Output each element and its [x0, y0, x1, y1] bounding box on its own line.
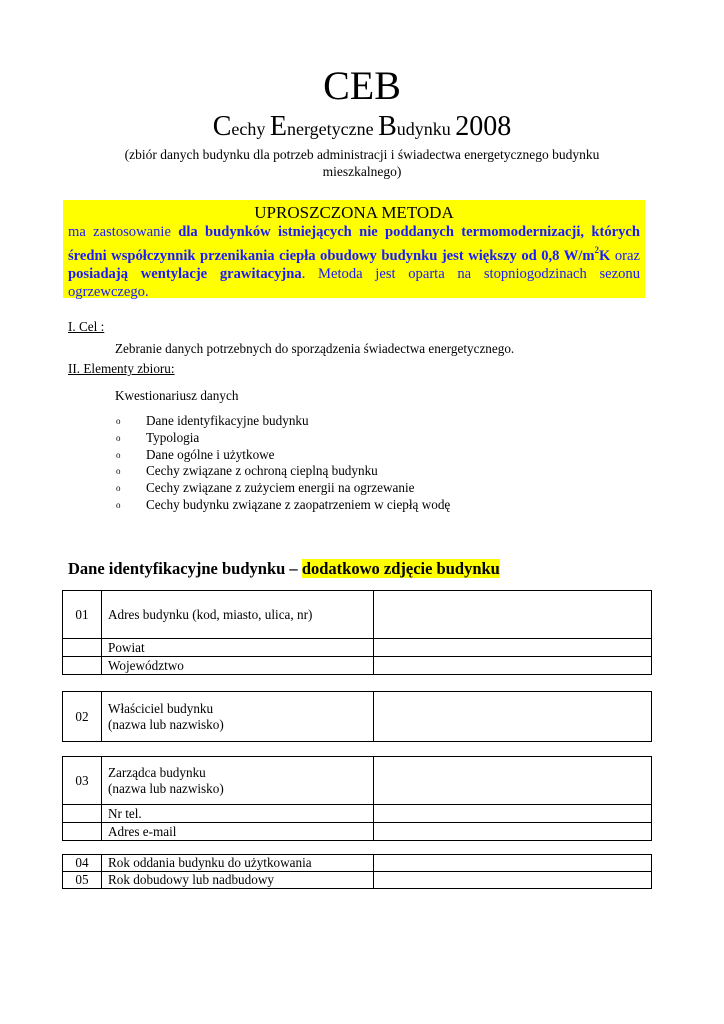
year-built-input-cell[interactable]: [374, 855, 652, 872]
list-item: o Cechy związane z ochroną cieplną budynku: [116, 463, 378, 479]
identification-heading: [68, 558, 500, 580]
phone-input-cell[interactable]: [374, 805, 652, 823]
section-1-text: Zebranie danych potrzebnych do sporządzenia świadectwa energetycznego.: [115, 341, 515, 356]
field-label: Rok dobudowy lub nadbudowy: [102, 872, 374, 889]
highlight-t1: ma zastosowanie: [68, 224, 179, 240]
row-number: 01: [63, 591, 102, 639]
bullet-icon: o: [116, 483, 121, 494]
subtitle-cap-e: E: [269, 111, 287, 142]
table-manager: [62, 756, 652, 841]
bullet-icon: o: [116, 466, 121, 477]
highlight-sup: 2: [594, 245, 600, 256]
elements-list: [116, 413, 450, 514]
highlight-b1: dla budynków istniejących nie poddanych termomodernizacji, których średni współczynnik przenikania ciepła obudowy budynku jest większy od 0,8 W/m: [68, 224, 640, 264]
email-input-cell[interactable]: [374, 823, 652, 841]
list-item: o Dane ogólne i użytkowe: [116, 446, 275, 462]
identification-heading-highlight: dodatkowo zdjęcie budynku: [301, 559, 500, 578]
subtitle-note: (zbiór danych budynku dla potrzeb administracji i świadectwa energetycznego budynku mieszkalnego): [124, 147, 600, 179]
highlight-t3: . Metoda jest oparta na stopniogodzinach sezonu ogrzewczego.: [68, 265, 640, 301]
document-title: CEB: [323, 63, 401, 108]
identification-heading-text: Dane identyfikacyjne budynku –: [68, 559, 302, 578]
subtitle-year: 2008: [455, 111, 512, 142]
bullet-icon: o: [116, 416, 121, 426]
year-extension-input-cell[interactable]: [374, 872, 652, 889]
field-label: Powiat: [102, 639, 374, 657]
list-item: o Dane identyfikacyjne budynku: [116, 413, 309, 428]
highlight-b1-end: K: [599, 247, 611, 264]
wojewodztwo-input-cell[interactable]: [374, 657, 652, 675]
field-label: Rok oddania budynku do użytkowania: [102, 855, 374, 872]
bullet-icon: o: [116, 432, 121, 443]
field-label: Nr tel.: [102, 805, 374, 823]
table-owner: [62, 691, 652, 742]
row-number: 05: [63, 872, 102, 889]
field-label: Adres budynku (kod, miasto, ulica, nr): [102, 591, 374, 639]
list-item: o Typologia: [116, 429, 200, 445]
row-number: 03: [63, 757, 102, 805]
list-item: o Cechy budynku związane z zaopatrzeniem w ciepłą wodę: [116, 496, 451, 512]
highlight-heading: UPROSZCZONA METODA: [254, 203, 454, 222]
powiat-input-cell[interactable]: [374, 639, 652, 657]
highlight-t2: oraz: [610, 247, 640, 264]
table-address: [62, 590, 652, 675]
field-label: Właściciel budynku (nazwa lub nazwisko): [102, 692, 374, 742]
section-2-label: II. Elementy zbioru:: [68, 361, 175, 376]
field-label: Województwo: [102, 657, 374, 675]
section-2-intro: Kwestionariusz danych: [115, 388, 239, 403]
highlight-b2: posiadają wentylacje grawitacyjna: [68, 265, 302, 282]
row-number: 04: [63, 855, 102, 872]
highlight-text: [68, 223, 640, 302]
table-years: [62, 854, 652, 889]
section-1-label: I. Cel :: [68, 319, 105, 334]
field-label: Zarządca budynku (nazwa lub nazwisko): [102, 757, 374, 805]
manager-input-cell[interactable]: [374, 757, 652, 805]
list-item: o Cechy związane z zużyciem energii na ogrzewanie: [116, 480, 415, 496]
subtitle-cap-b: B: [378, 111, 397, 142]
subtitle-rest-b: udynku: [396, 119, 456, 139]
address-input-cell[interactable]: [374, 591, 652, 639]
document-subtitle: [0, 112, 724, 144]
subtitle-rest-e: nergetyczne: [286, 119, 379, 139]
bullet-icon: o: [116, 499, 121, 510]
bullet-icon: o: [116, 449, 121, 460]
owner-input-cell[interactable]: [374, 692, 652, 742]
subtitle-cap-c: C: [212, 111, 232, 142]
subtitle-rest-c: echy: [231, 119, 270, 139]
field-label: Adres e-mail: [102, 823, 374, 841]
row-number: 02: [63, 692, 102, 742]
